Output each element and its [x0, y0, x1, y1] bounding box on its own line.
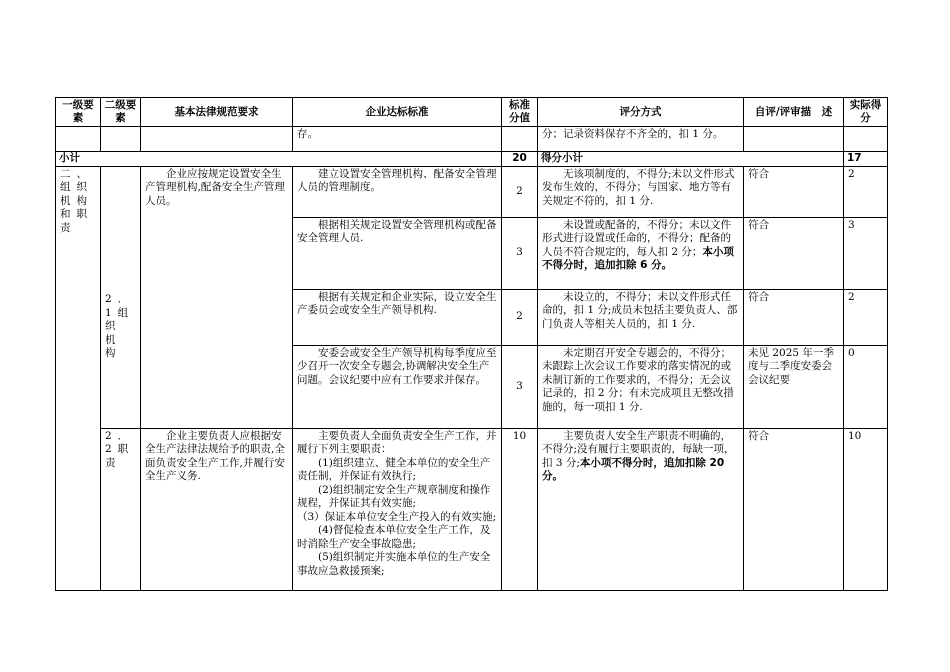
duty-item: (2)组织制定安全生产规章制度和操作规程，并保证其有效实施;: [297, 483, 491, 509]
standard-cell: 根据有关规定和企业实际，设立安全生产委员会或安全生产领导机构.: [293, 289, 502, 345]
duty-item: (4)督促检查本单位安全生产工作，及时消除生产安全事故隐患;: [297, 524, 491, 550]
header-level2: 二级要素: [101, 98, 141, 127]
score-cell: 2: [844, 289, 888, 345]
header-row: [56, 98, 888, 127]
score-subtotal-value: 17: [844, 152, 888, 167]
score-subtotal-label: 得分小计: [538, 152, 844, 167]
carry-level2: [101, 127, 141, 152]
duty-item: （3）保证本单位安全生产投入的有效实施;: [297, 510, 497, 523]
carry-score: [844, 127, 888, 152]
subtotal-label: 小计: [56, 152, 502, 167]
review-cell: 符合: [744, 289, 844, 345]
law-requirement-duty: 企业主要负责人应根据安全生产法律法规给予的职责,全面负责安全生产工作,并履行安全生产义务.: [141, 428, 293, 590]
score-cell: 2: [844, 166, 888, 217]
review-cell: 未见 2025 年一季度与二季度安委会会议纪要: [744, 345, 844, 428]
review-cell: 符合: [744, 217, 844, 289]
score-cell: 3: [844, 217, 888, 289]
assessment-table: [55, 97, 888, 591]
carry-law: [141, 127, 293, 152]
table-row: [56, 428, 888, 590]
standard-cell: 安委会或安全生产领导机构每季度应至少召开一次安全专题会,协调解决安全生产问题。会议纪要中应有工作要求并保存。: [293, 345, 502, 428]
scoring-cell: [538, 345, 744, 428]
level1-element: 二、组织机构和职责: [56, 166, 101, 590]
header-standard: 企业达标标准: [293, 98, 502, 127]
header-score: 实际得分: [844, 98, 888, 127]
points-cell: 3: [502, 345, 538, 428]
carry-level1: [56, 127, 101, 152]
carry-scoring: 分；记录资料保存不齐全的，扣 1 分。: [538, 127, 744, 152]
scoring-text: 未设立的，不得分；未以文件形式任命的，扣 1 分;成员未包括主要负责人、部门负责人等相关人员的，扣 1 分.: [542, 290, 738, 330]
table-row: [56, 166, 888, 217]
points-cell: 3: [502, 217, 538, 289]
scoring-text: 无该项制度的，不得分;未以文件形式发布生效的，不得分；与国家、地方等有关规定不符的，扣 1 分.: [542, 167, 735, 207]
level2-org-label: 2．1组织机构: [105, 293, 135, 360]
scoring-cell-duty: [538, 428, 744, 590]
scoring-text: 未设置或配备的，不得分；未以文件形式进行设置或任命的，不得分；配备的人员不符合规定的，每人扣 2 分；: [542, 218, 731, 258]
duty-item: (5)组织制定并实施本单位的生产安全事故应急救援预案;: [297, 551, 491, 577]
standard-cell: 根据相关规定设置安全管理机构或配备安全管理人员.: [293, 217, 502, 289]
carry-over-row: [56, 127, 888, 152]
subtotal-row: [56, 152, 888, 167]
points-cell: 2: [502, 289, 538, 345]
scoring-bold-text: 本小项不得分时，追加扣除 20 分。: [542, 456, 725, 482]
carry-standard: 存。: [293, 127, 502, 152]
standard-cell-duty: [293, 428, 502, 590]
duty-item: (1)组织建立、健全本单位的安全生产责任制，并保证有效执行;: [297, 456, 491, 482]
score-cell-duty: 10: [844, 428, 888, 590]
points-cell-duty: 10: [502, 428, 538, 590]
points-cell: 2: [502, 166, 538, 217]
score-cell: 0: [844, 345, 888, 428]
scoring-cell: [538, 166, 744, 217]
scoring-text: 未定期召开安全专题会的，不得分；未跟踪上次会议工作要求的落实情况的或未制订新的工作要求的，不得分；无会议记录的，扣 2 分；有未完成项且无整改措施的，每一项扣 1 分.: [542, 346, 734, 413]
header-law: 基本法律规范要求: [141, 98, 293, 127]
level2-element-org: [101, 166, 141, 428]
scoring-cell: [538, 217, 744, 289]
law-requirement-org: 企业应按规定设置安全生产管理机构,配备安全生产管理人员。: [141, 166, 293, 428]
scoring-bold-text: 本小项不得分时，追加扣除 6 分。: [542, 245, 734, 271]
header-scoring: 评分方式: [538, 98, 744, 127]
duty-intro: 主要负责人全面负责安全生产工作，并履行下列主要职责：: [297, 429, 497, 455]
standard-cell: 建立设置安全管理机构、配备安全管理人员的管理制度。: [293, 166, 502, 217]
review-cell-duty: 符合: [744, 428, 844, 590]
header-level1: 一级要素: [56, 98, 101, 127]
scoring-text: 主要负责人安全生产职责不明确的，不得分;没有履行主要职责的，每缺一项，扣 3 分;: [542, 429, 735, 469]
header-points: 标准分值: [502, 98, 538, 127]
scoring-cell: [538, 289, 744, 345]
header-review: 自评/评审描 述: [744, 98, 844, 127]
review-cell: 符合: [744, 166, 844, 217]
level2-element-duty: 2．2职责: [101, 428, 141, 590]
carry-review: [744, 127, 844, 152]
subtotal-value: 20: [502, 152, 538, 167]
carry-points: [502, 127, 538, 152]
